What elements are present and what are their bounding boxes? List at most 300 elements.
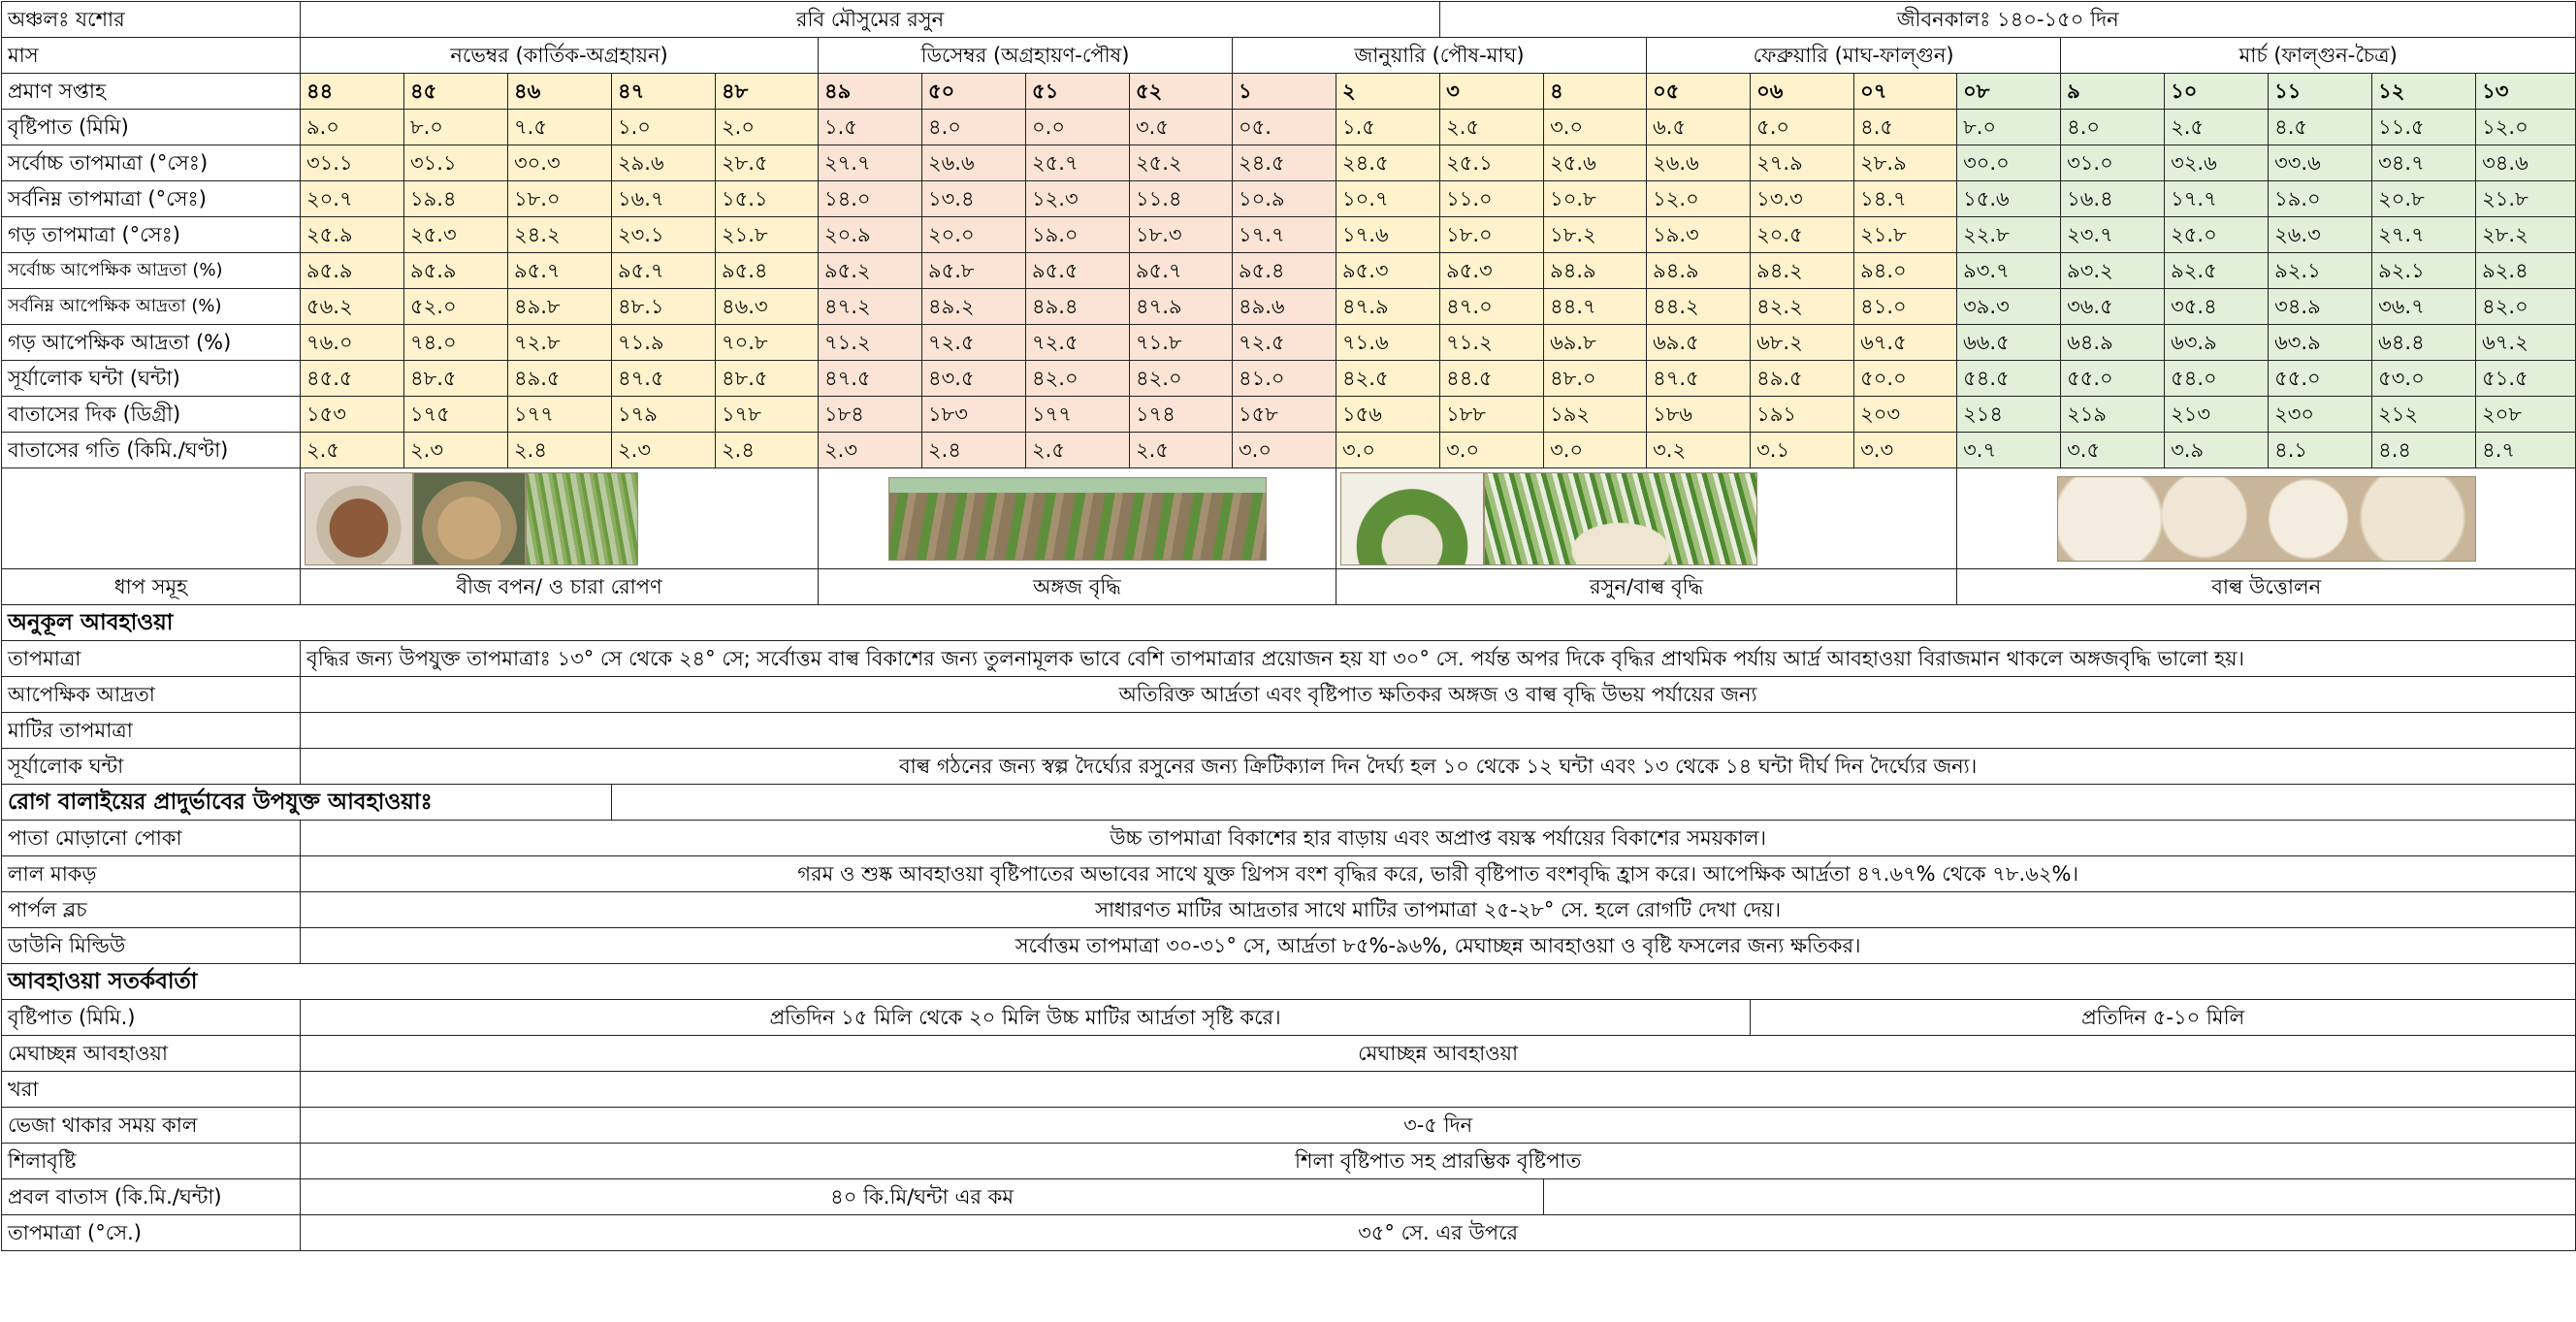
weather-value-cell: ৭২.৮ (508, 325, 612, 361)
weather-value-cell: ২৫.৬ (1544, 145, 1647, 181)
weather-value-cell: ২১.৮ (716, 217, 819, 253)
weather-value-cell: ১৭.৭ (1233, 217, 1336, 253)
weather-row-label: গড় আপেক্ষিক আদ্রতা (%) (2, 325, 301, 361)
week-cell: ১২ (2372, 74, 2476, 110)
info-row-text: শিলা বৃষ্টিপাত সহ প্রারম্ভিক বৃষ্টিপাত (301, 1144, 2576, 1179)
weather-value-cell: ১৮.২ (1544, 217, 1647, 253)
bulb-photo (1484, 472, 1757, 565)
weather-value-cell: ৩৬.৫ (2061, 289, 2165, 325)
weather-value-cell: ১৯.৪ (404, 181, 508, 217)
weather-value-cell: ১০.৭ (1336, 181, 1440, 217)
weather-value-cell: ৪.৫ (1854, 110, 1957, 145)
weather-value-cell: ৭১.২ (1440, 325, 1544, 361)
bulb-growth-photos (1336, 468, 1957, 569)
weather-value-cell: ১৯.৩ (1647, 217, 1751, 253)
weather-row-label: বাতাসের গতি (কিমি./ঘণ্টা) (2, 433, 301, 468)
info-row (2, 1144, 2576, 1179)
weather-value-cell: ১৫৩ (301, 397, 404, 433)
weather-value-cell: ৯৪.৯ (1544, 253, 1647, 289)
info-row-label: বৃষ্টিপাত (মিমি.) (2, 1000, 301, 1036)
weather-value-cell: ৮.০ (404, 110, 508, 145)
weather-value-cell: ৭২.৫ (922, 325, 1026, 361)
stage-cell: বাল্ব উত্তোলন (1957, 569, 2576, 605)
weather-value-cell: ২.৫ (1026, 433, 1130, 468)
weather-value-cell: ৯৫.৫ (1026, 253, 1130, 289)
info-row-label: পার্পল ব্লচ (2, 892, 301, 928)
weather-value-cell: ৫২.০ (404, 289, 508, 325)
weather-value-cell: ১৭৪ (1130, 397, 1233, 433)
weather-value-cell: ১২.০ (2476, 110, 2576, 145)
weather-row-label: সূর্যালোক ঘন্টা (ঘন্টা) (2, 361, 301, 397)
info-row-text (301, 713, 2576, 749)
section-heading-blank (612, 785, 2576, 821)
weather-value-cell: ৩৪.৭ (2372, 145, 2476, 181)
weather-value-cell: ৪.০ (2061, 110, 2165, 145)
garlic-crop-calendar (1, 1, 2576, 1251)
weather-value-cell: ১৮.০ (1440, 217, 1544, 253)
weather-value-cell: ৬.৫ (1647, 110, 1751, 145)
weather-value-cell: ২০৩ (1854, 397, 1957, 433)
weather-value-cell: ১৭৮ (716, 397, 819, 433)
weather-value-cell: ২.৩ (612, 433, 716, 468)
weather-value-cell: ২.০ (716, 110, 819, 145)
weather-value-cell: ৯৪.২ (1751, 253, 1854, 289)
weather-value-cell: ৫৪.৫ (1957, 361, 2061, 397)
section-heading-row (2, 785, 2576, 821)
weather-value-cell: ৩০.০ (1957, 145, 2061, 181)
info-row-label: তাপমাত্রা (°সে.) (2, 1215, 301, 1251)
info-row (2, 713, 2576, 749)
weather-value-cell: ২৩০ (2269, 397, 2372, 433)
week-cell: ৪৬ (508, 74, 612, 110)
weather-value-cell: ৪.১ (2269, 433, 2372, 468)
weather-value-cell: ৩.৫ (2061, 433, 2165, 468)
weather-value-cell: ২৭.৯ (1751, 145, 1854, 181)
weather-value-cell: ১.০ (612, 110, 716, 145)
section-heading: রোগ বালাইয়ের প্রাদুর্ভাবের উপযুক্ত আবহাওয়াঃ (2, 785, 612, 821)
info-row-label: পাতা মোড়ানো পোকা (2, 821, 301, 856)
weather-value-cell: ৯৫.৪ (1233, 253, 1336, 289)
weather-value-cell: ৪.৫ (2269, 110, 2372, 145)
stages-label: ধাপ সমূহ (2, 569, 301, 605)
week-cell: ২ (1336, 74, 1440, 110)
weather-value-cell: ২.৩ (819, 433, 922, 468)
wind-warning-blank (1544, 1179, 2576, 1215)
weather-value-cell: ৯৫.৭ (1130, 253, 1233, 289)
info-row-text: ৩-৫ দিন (301, 1108, 2576, 1144)
weather-value-cell: ১৮.৩ (1130, 217, 1233, 253)
info-row-label: আপেক্ষিক আদ্রতা (2, 677, 301, 713)
weather-value-cell: ৬৭.২ (2476, 325, 2576, 361)
weather-row-label: সর্বোচ্চ আপেক্ষিক আদ্রতা (%) (2, 253, 301, 289)
week-cell: ১৩ (2476, 74, 2576, 110)
weather-value-cell: ২.৪ (508, 433, 612, 468)
weather-value-cell: ১৫৮ (1233, 397, 1336, 433)
week-cell: ৯ (2061, 74, 2165, 110)
weather-value-cell: ৭২.৫ (1026, 325, 1130, 361)
info-row (2, 928, 2576, 964)
weather-value-cell: ২৪.৫ (1336, 145, 1440, 181)
weather-row (2, 110, 2576, 145)
weather-row (2, 325, 2576, 361)
week-cell: ৪৪ (301, 74, 404, 110)
weather-value-cell: ৯৫.৯ (301, 253, 404, 289)
week-cell: ৪৯ (819, 74, 922, 110)
field-photo (888, 477, 1267, 561)
info-row-label: মাটির তাপমাত্রা (2, 713, 301, 749)
weather-value-cell: ৩.৭ (1957, 433, 2061, 468)
stage-cell: রসুন/বাল্ব বৃদ্ধি (1336, 569, 1957, 605)
weather-value-cell: ১৬.৪ (2061, 181, 2165, 217)
info-row (2, 1108, 2576, 1144)
weather-value-cell: ২.৫ (2165, 110, 2269, 145)
weather-value-cell: ৩.৫ (1130, 110, 1233, 145)
weather-value-cell: ২৬.৬ (922, 145, 1026, 181)
weather-value-cell: ৩৫.৪ (2165, 289, 2269, 325)
weather-value-cell: ২৫.২ (1130, 145, 1233, 181)
weather-value-cell: ৯৫.৩ (1440, 253, 1544, 289)
weather-value-cell: ৭১.৬ (1336, 325, 1440, 361)
weather-value-cell: ২.৪ (716, 433, 819, 468)
weather-value-cell: ৩.৯ (2165, 433, 2269, 468)
weather-value-cell: ৪৪.৫ (1440, 361, 1544, 397)
info-row (2, 1072, 2576, 1108)
week-cell: ১ (1233, 74, 1336, 110)
month-january: জানুয়ারি (পৌষ-মাঘ) (1233, 38, 1647, 74)
week-cell: ৫১ (1026, 74, 1130, 110)
weather-value-cell: ৪১.০ (1854, 289, 1957, 325)
info-row-label: প্রবল বাতাস (কি.মি./ঘন্টা) (2, 1179, 301, 1215)
weather-value-cell: ৪৭.৫ (1647, 361, 1751, 397)
info-row (2, 892, 2576, 928)
weather-value-cell: ৭১.৯ (612, 325, 716, 361)
week-row-label: প্রমাণ সপ্তাহ (2, 74, 301, 110)
weather-value-cell: ৬৪.৪ (2372, 325, 2476, 361)
weather-value-cell: ২.৪ (922, 433, 1026, 468)
weather-value-cell: ৪.০ (922, 110, 1026, 145)
weather-value-cell: ২৯.৬ (612, 145, 716, 181)
info-row-label: লাল মাকড় (2, 856, 301, 892)
weather-value-cell: ২৮.৫ (716, 145, 819, 181)
weather-value-cell: ৪.৪ (2372, 433, 2476, 468)
weather-value-cell: ৯৫.৭ (508, 253, 612, 289)
weather-value-cell: ২০.৭ (301, 181, 404, 217)
month-february: ফেব্রুয়ারি (মাঘ-ফাল্গুন) (1647, 38, 2061, 74)
weather-value-cell: ৩৩.৬ (2269, 145, 2372, 181)
weather-value-cell: ২১৪ (1957, 397, 2061, 433)
weather-value-cell: ২.৫ (1440, 110, 1544, 145)
weather-value-cell: ৫০.০ (1854, 361, 1957, 397)
weather-value-cell: ৬৩.৯ (2165, 325, 2269, 361)
sack-photo (413, 472, 526, 565)
weather-value-cell: ১৬.৭ (612, 181, 716, 217)
weather-value-cell: ৪২.৫ (1336, 361, 1440, 397)
weather-value-cell: ৩৪.৬ (2476, 145, 2576, 181)
weather-value-cell: ৮.০ (1957, 110, 2061, 145)
weather-value-cell: ৬৩.৯ (2269, 325, 2372, 361)
weather-value-cell: ৭১.২ (819, 325, 922, 361)
weather-value-cell: ২২.৮ (1957, 217, 2061, 253)
weather-value-cell: ৯২.১ (2372, 253, 2476, 289)
weather-value-cell: ১১.৫ (2372, 110, 2476, 145)
weather-value-cell: ৫৪.০ (2165, 361, 2269, 397)
standard-week-row (2, 74, 2576, 110)
weather-value-cell: ৫৬.২ (301, 289, 404, 325)
weather-value-cell: ৩.০ (1544, 433, 1647, 468)
weather-value-cell: ৩২.৬ (2165, 145, 2269, 181)
weather-value-cell: ১১.৪ (1130, 181, 1233, 217)
info-row-text: অতিরিক্ত আর্দ্রতা এবং বৃষ্টিপাত ক্ষতিকর অঙ্গজ ও বাল্ব বৃদ্ধি উভয় পর্যায়ের জন্য (301, 677, 2576, 713)
weather-value-cell: ২০.৫ (1751, 217, 1854, 253)
weather-value-cell: ২৫.০ (2165, 217, 2269, 253)
weather-value-cell: ৩.২ (1647, 433, 1751, 468)
info-row-label: খরা (2, 1072, 301, 1108)
weather-value-cell: ২৪.৫ (1233, 145, 1336, 181)
weather-row-label: বাতাসের দিক (ডিগ্রী) (2, 397, 301, 433)
weather-value-cell: ৪৪.২ (1647, 289, 1751, 325)
seed-sowing-photos (301, 468, 819, 569)
weather-value-cell: ৪৯.৫ (1751, 361, 1854, 397)
weather-value-cell: ৪৯.৪ (1026, 289, 1130, 325)
weather-value-cell: ৯৫.৯ (404, 253, 508, 289)
weather-row (2, 433, 2576, 468)
weather-value-cell: ৭০.৮ (716, 325, 819, 361)
weather-value-cell: ২৩.১ (612, 217, 716, 253)
info-row-text: সর্বোত্তম তাপমাত্রা ৩০-৩১° সে, আর্দ্রতা ৮৫%-৯৬%, মেঘাচ্ছন্ন আবহাওয়া ও বৃষ্টি ফসলের জন্য ক্ষতিকর। (301, 928, 2576, 964)
weather-value-cell: ৩০.৩ (508, 145, 612, 181)
weather-value-cell: ১৭৫ (404, 397, 508, 433)
weather-value-cell: ৪৯.৮ (508, 289, 612, 325)
weather-value-cell: ৪২.০ (1026, 361, 1130, 397)
weather-value-cell: ১৫.১ (716, 181, 819, 217)
month-row-label: মাস (2, 38, 301, 74)
weather-value-cell: ৩১.১ (404, 145, 508, 181)
weather-row (2, 289, 2576, 325)
weather-value-cell: ৪৯.৬ (1233, 289, 1336, 325)
weather-value-cell: ৭.৫ (508, 110, 612, 145)
weather-value-cell: ২১.৮ (2476, 181, 2576, 217)
weather-value-cell: ২০৮ (2476, 397, 2576, 433)
weather-value-cell: ৪৫.৫ (301, 361, 404, 397)
weather-value-cell: ১৫.৬ (1957, 181, 2061, 217)
info-row-label: শিলাবৃষ্টি (2, 1144, 301, 1179)
info-row-label: তাপমাত্রা (2, 641, 301, 677)
weather-value-cell: ৬৮.২ (1751, 325, 1854, 361)
week-cell: ০৮ (1957, 74, 2061, 110)
stage-images-row (2, 468, 2576, 569)
weather-value-cell: ১৮৩ (922, 397, 1026, 433)
weather-value-cell: ৯৩.২ (2061, 253, 2165, 289)
bulb-photo (1340, 472, 1484, 565)
weather-row (2, 217, 2576, 253)
weather-row-label: সর্বনিম্ন আপেক্ষিক আদ্রতা (%) (2, 289, 301, 325)
section-heading: আবহাওয়া সতর্কবার্তা (2, 964, 2576, 1000)
info-row-text: বাল্ব গঠনের জন্য স্বল্প দৈর্ঘ্যের রসুনের জন্য ক্রিটিক্যাল দিন দৈর্ঘ্য হল ১০ থেকে ১২ ঘন্টা এবং ১৩ থেকে ১৪ ঘন্টা দীর্ঘ দিন দৈর্ঘ্যের জন্য। (301, 749, 2576, 785)
weather-value-cell: ৩৯.৩ (1957, 289, 2061, 325)
weather-value-cell: ৪৮.০ (1544, 361, 1647, 397)
info-row (2, 677, 2576, 713)
weather-value-cell: ৬৬.৫ (1957, 325, 2061, 361)
weather-value-cell: ৪.৭ (2476, 433, 2576, 468)
sprout-photo (526, 472, 638, 565)
weather-value-cell: ২৩.৭ (2061, 217, 2165, 253)
month-december: ডিসেম্বর (অগ্রহায়ণ-পৌষ) (819, 38, 1233, 74)
weather-value-cell: ৩৪.৯ (2269, 289, 2372, 325)
week-cell: ১০ (2165, 74, 2269, 110)
weather-value-cell: ৫৩.০ (2372, 361, 2476, 397)
weather-value-cell: ৯৫.২ (819, 253, 922, 289)
weather-value-cell: ১.৫ (1336, 110, 1440, 145)
month-march: মার্চ (ফাল্গুন-চৈত্র) (2061, 38, 2576, 74)
weather-value-cell: ৩.০ (1440, 433, 1544, 468)
info-row (2, 1036, 2576, 1072)
weather-value-cell: ৪৮.৫ (404, 361, 508, 397)
section-heading-row (2, 964, 2576, 1000)
weather-value-cell: ১০.৯ (1233, 181, 1336, 217)
region-label: অঞ্চলঃ যশোর (2, 2, 301, 38)
info-row-text (301, 1072, 2576, 1108)
stage-cell: বীজ বপন/ ও চারা রোপণ (301, 569, 819, 605)
week-cell: ১১ (2269, 74, 2372, 110)
week-cell: ০৭ (1854, 74, 1957, 110)
week-cell: ৩ (1440, 74, 1544, 110)
image-row-blank (2, 468, 301, 569)
week-cell: ০৬ (1751, 74, 1854, 110)
weather-value-cell: ১৭.৬ (1336, 217, 1440, 253)
weather-value-cell: ২৬.৩ (2269, 217, 2372, 253)
weather-value-cell: ৯.০ (301, 110, 404, 145)
weather-value-cell: ২.৩ (404, 433, 508, 468)
weather-value-cell: ১৭৯ (612, 397, 716, 433)
weather-row (2, 145, 2576, 181)
weather-value-cell: ২৫.৩ (404, 217, 508, 253)
weather-value-cell: ১৯২ (1544, 397, 1647, 433)
weather-value-cell: ৪৮.৫ (716, 361, 819, 397)
weather-value-cell: ৭৬.০ (301, 325, 404, 361)
weather-row (2, 253, 2576, 289)
info-row-text: মেঘাচ্ছন্ন আবহাওয়া (301, 1036, 2576, 1072)
weather-value-cell: ৩১.১ (301, 145, 404, 181)
weather-value-cell: ৪২.০ (2476, 289, 2576, 325)
weather-value-cell: ৪৩.৫ (922, 361, 1026, 397)
month-november: নভেম্বর (কার্তিক-অগ্রহায়ন) (301, 38, 819, 74)
weather-value-cell: ৪৯.২ (922, 289, 1026, 325)
weather-value-cell: ৬৯.৮ (1544, 325, 1647, 361)
weather-value-cell: ২৫.৭ (1026, 145, 1130, 181)
weather-value-cell: ৭৪.০ (404, 325, 508, 361)
weather-value-cell: ৫.০ (1751, 110, 1854, 145)
weather-value-cell: ১৮৮ (1440, 397, 1544, 433)
weather-value-cell: ২৫.৯ (301, 217, 404, 253)
garlic-photo (2057, 476, 2476, 562)
weather-row (2, 397, 2576, 433)
weather-value-cell: ১৭৭ (508, 397, 612, 433)
info-row (2, 1215, 2576, 1251)
weather-value-cell: ২০.৮ (2372, 181, 2476, 217)
weather-value-cell: ৩১.০ (2061, 145, 2165, 181)
weather-value-cell: ৯৪.৯ (1647, 253, 1751, 289)
weather-value-cell: ৯২.৫ (2165, 253, 2269, 289)
weather-value-cell: ৯৫.৪ (716, 253, 819, 289)
crop-title: রবি মৌসুমের রসুন (301, 2, 1440, 38)
weather-row-label: গড় তাপমাত্রা (°সেঃ) (2, 217, 301, 253)
info-row-label: সূর্যালোক ঘন্টা (2, 749, 301, 785)
weather-value-cell: ৯২.৪ (2476, 253, 2576, 289)
weather-value-cell: ৪৭.৯ (1130, 289, 1233, 325)
weather-value-cell: ১৮৪ (819, 397, 922, 433)
rain-warning-text-2: প্রতিদিন ৫-১০ মিলি (1751, 1000, 2576, 1036)
week-cell: ৫২ (1130, 74, 1233, 110)
weather-value-cell: ১৩.৩ (1751, 181, 1854, 217)
weather-value-cell: ৭২.৫ (1233, 325, 1336, 361)
weather-value-cell: ৪২.০ (1130, 361, 1233, 397)
weather-value-cell: ৬৭.৫ (1854, 325, 1957, 361)
weather-value-cell: ৫৫.০ (2061, 361, 2165, 397)
harvested-garlic-photo (1957, 468, 2576, 569)
weather-value-cell: ২০.০ (922, 217, 1026, 253)
weather-value-cell: ২০.৯ (819, 217, 922, 253)
info-row-label: ভেজা থাকার সময় কাল (2, 1108, 301, 1144)
weather-row-label: সর্বোচ্চ তাপমাত্রা (°সেঃ) (2, 145, 301, 181)
weather-value-cell: ২১২ (2372, 397, 2476, 433)
weather-value-cell: ১৯.০ (1026, 217, 1130, 253)
weather-value-cell: ১৫৬ (1336, 397, 1440, 433)
info-row (2, 749, 2576, 785)
weather-value-cell: ২৬.৬ (1647, 145, 1751, 181)
rain-warning-text: প্রতিদিন ১৫ মিলি থেকে ২০ মিলি উচ্চ মাটির আর্দ্রতা সৃষ্টি করে। (301, 1000, 1751, 1036)
weather-value-cell: ১৩.৪ (922, 181, 1026, 217)
weather-value-cell: ২৭.৭ (2372, 217, 2476, 253)
weather-value-cell: ৪১.০ (1233, 361, 1336, 397)
weather-value-cell: ৪৭.৫ (819, 361, 922, 397)
info-row-text: উচ্চ তাপমাত্রা বিকাশের হার বাড়ায় এবং অপ্রাপ্ত বয়স্ক পর্যায়ের বিকাশের সময়কাল। (301, 821, 2576, 856)
weather-value-cell: ২৭.৭ (819, 145, 922, 181)
weather-value-cell: ৭১.৮ (1130, 325, 1233, 361)
weather-value-cell: ০৫. (1233, 110, 1336, 145)
week-cell: ৪৭ (612, 74, 716, 110)
weather-value-cell: ১২.৩ (1026, 181, 1130, 217)
weather-value-cell: ২৫.১ (1440, 145, 1544, 181)
weather-row-label: সর্বনিম্ন তাপমাত্রা (°সেঃ) (2, 181, 301, 217)
week-cell: ৪৫ (404, 74, 508, 110)
weather-value-cell: ৩.৩ (1854, 433, 1957, 468)
weather-value-cell: ১২.০ (1647, 181, 1751, 217)
weather-row (2, 361, 2576, 397)
weather-value-cell: ১০.৮ (1544, 181, 1647, 217)
weather-row-label: বৃষ্টিপাত (মিমি) (2, 110, 301, 145)
weather-value-cell: ৩৬.৭ (2372, 289, 2476, 325)
weather-value-cell: ৪৭.০ (1440, 289, 1544, 325)
weather-value-cell: ২১৩ (2165, 397, 2269, 433)
weather-value-cell: ২৮.৯ (1854, 145, 1957, 181)
weather-value-cell: ৪৯.৫ (508, 361, 612, 397)
weather-value-cell: ২৮.২ (2476, 217, 2576, 253)
weather-value-cell: ২১৯ (2061, 397, 2165, 433)
section-heading-row (2, 605, 2576, 641)
info-row (2, 821, 2576, 856)
info-row-text: গরম ও শুষ্ক আবহাওয়া বৃষ্টিপাতের অভাবের সাথে যুক্ত থ্রিপস বংশ বৃদ্ধির করে, ভারী বৃষ্টিপাত বংশবৃদ্ধি হ্রাস করে। আপেক্ষিক আর্দ্রতা ৪৭.৬৭% থেকে ৭৮.৬২%। (301, 856, 2576, 892)
week-cell: ০৫ (1647, 74, 1751, 110)
info-row-text: সাধারণত মাটির আদ্রতার সাথে মাটির তাপমাত্রা ২৫-২৮° সে. হলে রোগটি দেখা দেয়। (301, 892, 2576, 928)
weather-value-cell: ৩.১ (1751, 433, 1854, 468)
info-row-label: মেঘাচ্ছন্ন আবহাওয়া (2, 1036, 301, 1072)
weather-value-cell: ৯৫.৩ (1336, 253, 1440, 289)
stages-row (2, 569, 2576, 605)
weather-value-cell: ৪৮.১ (612, 289, 716, 325)
weather-value-cell: ৬৪.৯ (2061, 325, 2165, 361)
weather-value-cell: ২৪.২ (508, 217, 612, 253)
weather-value-cell: ০.০ (1026, 110, 1130, 145)
